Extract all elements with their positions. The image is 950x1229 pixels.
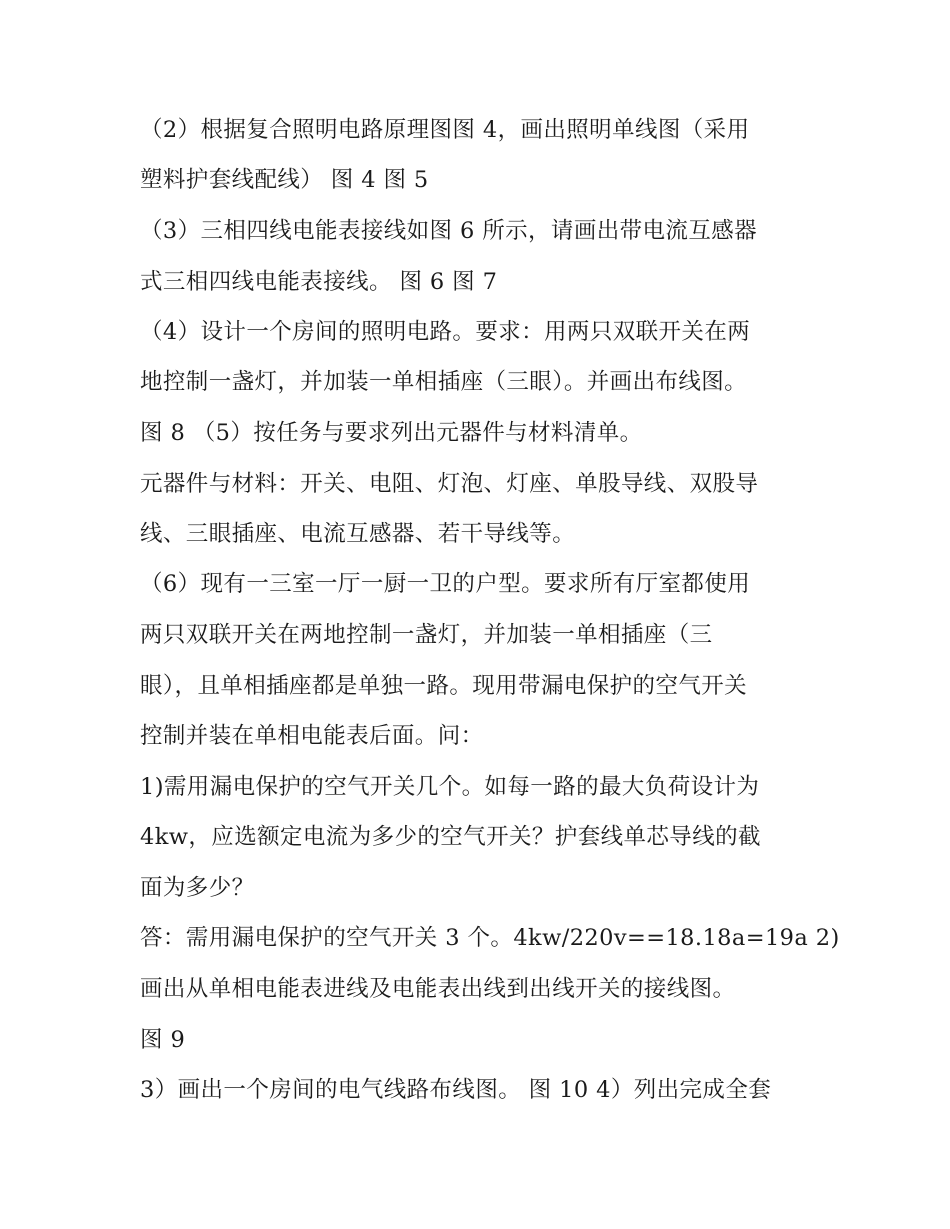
text-line: 答：需用漏电保护的空气开关 3 个。4kw/220v==18.18a=19a 2) — [140, 925, 840, 951]
text-line: 1)需用漏电保护的空气开关几个。如每一路的最大负荷设计为 — [140, 774, 760, 800]
text-line: 画出从单相电能表进线及电能表出线到出线开关的接线图。 — [140, 976, 736, 1002]
text-line: （3）三相四线电能表接线如图 6 所示，请画出带电流互感器 — [140, 218, 758, 244]
text-line: （2）根据复合照明电路原理图图 4，画出照明单线图（采用 — [140, 117, 750, 143]
text-line: 面为多少？ — [140, 875, 255, 901]
text-line: 元器件与材料：开关、电阻、灯泡、灯座、单股导线、双股导 — [140, 471, 759, 497]
text-line: 地控制一盏灯，并加装一单相插座（三眼）。并画出布线图。 — [140, 369, 748, 395]
text-line: 两只双联开关在两地控制一盏灯，并加装一单相插座（三 — [140, 622, 713, 648]
text-line: 眼），且单相插座都是单独一路。现用带漏电保护的空气开关 — [140, 673, 748, 699]
text-line: 控制并装在单相电能表后面。问： — [140, 723, 484, 749]
text-line: 线、三眼插座、电流互感器、若干导线等。 — [140, 521, 576, 547]
text-line: 塑料护套线配线） 图 4 图 5 — [140, 167, 429, 193]
text-line: 图 9 — [140, 1027, 186, 1053]
text-line: 图 8 （5）按任务与要求列出元器件与材料清单。 — [140, 420, 643, 446]
text-line: 3）画出一个房间的电气线路布线图。 图 10 4）列出完成全套 — [140, 1077, 772, 1103]
text-line: 4kw，应选额定电流为多少的空气开关？护套线单芯导线的截 — [140, 824, 761, 850]
text-line: 式三相四线电能表接线。 图 6 图 7 — [140, 269, 498, 295]
text-line: （4）设计一个房间的照明电路。要求：用两只双联开关在两 — [140, 319, 751, 345]
text-line: （6）现有一三室一厅一厨一卫的户型。要求所有厅室都使用 — [140, 571, 751, 597]
